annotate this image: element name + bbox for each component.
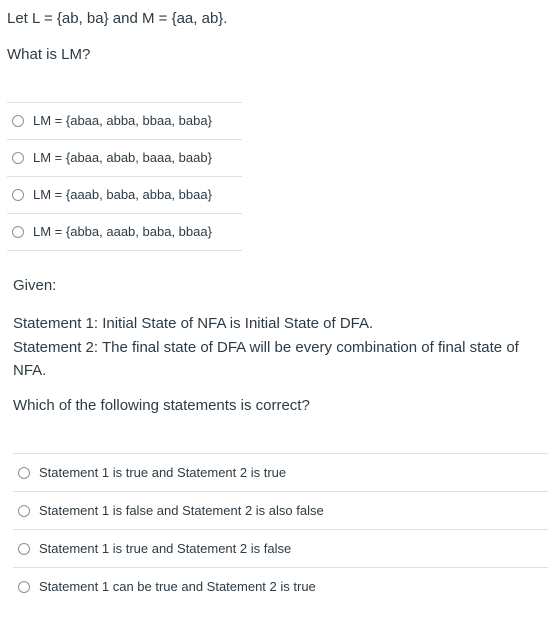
question-2-options xyxy=(13,453,548,606)
radio-button-icon[interactable] xyxy=(12,226,24,238)
statement-2-text: Statement 2: The final state of DFA will be every combination of final state of NFA. xyxy=(13,338,519,379)
radio-button-icon[interactable] xyxy=(18,505,30,517)
radio-button-icon[interactable] xyxy=(12,115,24,127)
radio-button-icon[interactable] xyxy=(12,152,24,164)
option-label: LM = {abaa, abab, baaa, baab} xyxy=(33,150,212,165)
question-2-ask: Which of the following statements is correct? xyxy=(13,397,310,414)
question-1-option-2[interactable] xyxy=(7,140,242,177)
radio-button-icon[interactable] xyxy=(18,467,30,479)
question-2-option-4[interactable] xyxy=(13,568,548,606)
option-label: LM = {abaa, abba, bbaa, baba} xyxy=(33,113,212,128)
question-2-option-3[interactable] xyxy=(13,530,548,568)
option-label: LM = {aaab, baba, abba, bbaa} xyxy=(33,187,212,202)
question-1-options xyxy=(7,102,242,251)
statement-1-text: Statement 1: Initial State of NFA is Initial State of DFA. xyxy=(13,315,374,332)
radio-button-icon[interactable] xyxy=(18,543,30,555)
option-label: Statement 1 is true and Statement 2 is true xyxy=(39,464,287,480)
option-label: Statement 1 is false and Statement 2 is also false xyxy=(39,502,324,518)
question-2-given-label: Given: xyxy=(13,277,57,294)
option-label: LM = {abba, aaab, baba, bbaa} xyxy=(33,224,212,239)
option-label: Statement 1 is true and Statement 2 is false xyxy=(39,540,292,556)
question-2-option-1[interactable] xyxy=(13,454,548,492)
option-label: Statement 1 can be true and Statement 2 is true xyxy=(39,579,316,594)
question-2-statements xyxy=(13,312,543,383)
question-1-ask: What is LM? xyxy=(7,46,91,63)
question-1-prompt: Let L = {ab, ba} and M = {aa, ab}. xyxy=(7,10,228,27)
question-1-option-1[interactable] xyxy=(7,103,242,140)
question-2-option-2[interactable] xyxy=(13,492,548,530)
question-1-option-4[interactable] xyxy=(7,214,242,251)
radio-button-icon[interactable] xyxy=(12,189,24,201)
radio-button-icon[interactable] xyxy=(18,581,30,593)
question-1-option-3[interactable] xyxy=(7,177,242,214)
